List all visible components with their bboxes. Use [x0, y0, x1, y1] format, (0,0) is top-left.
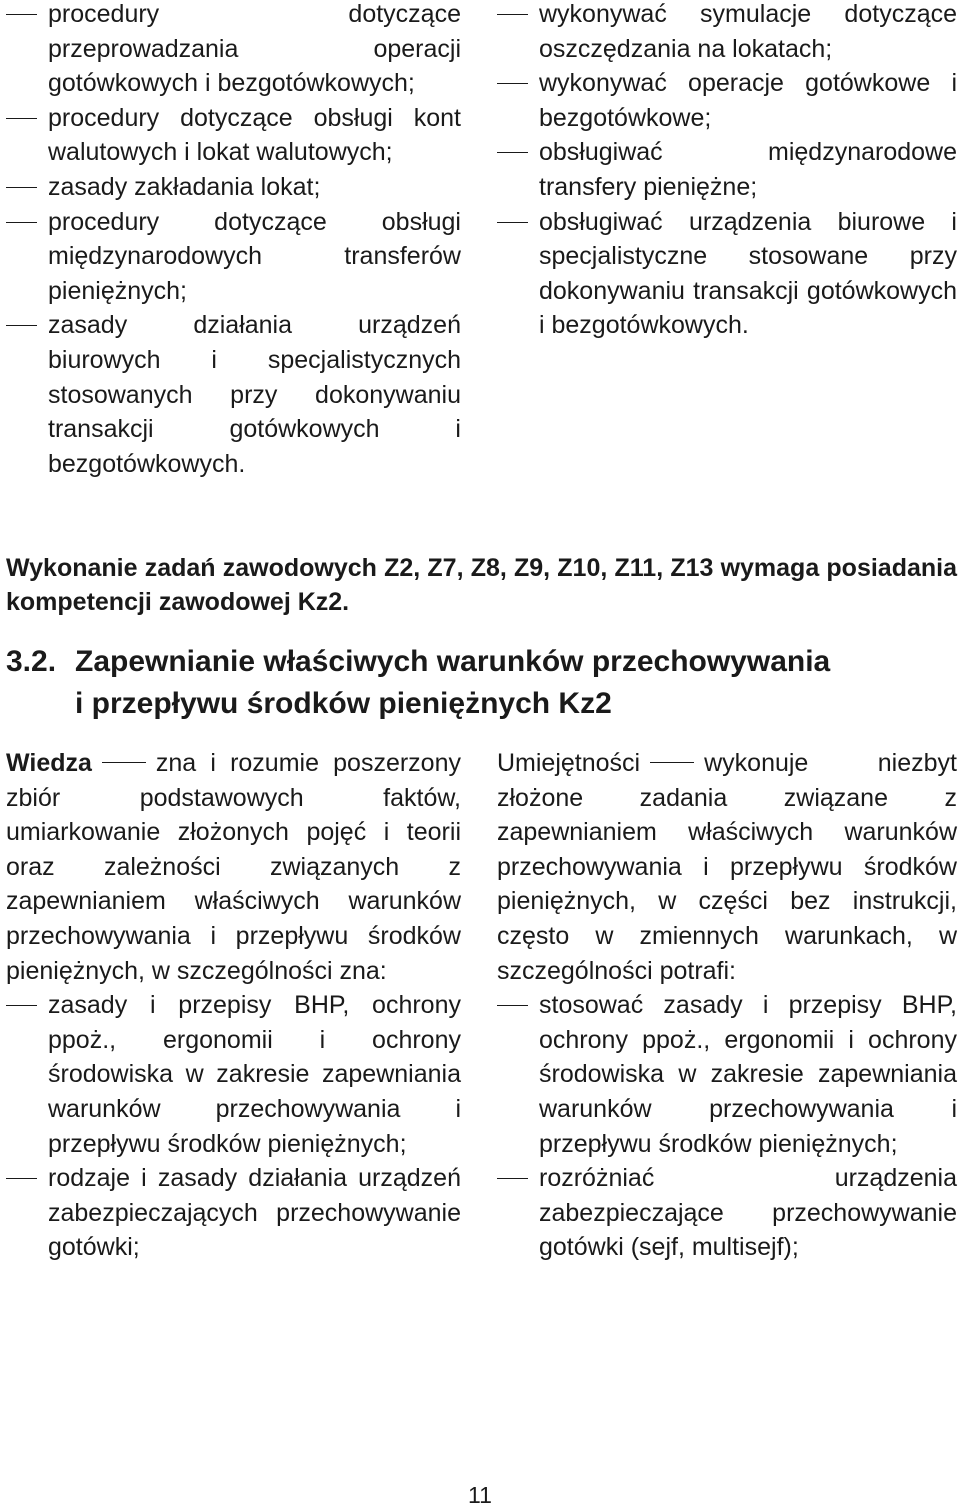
skills-intro — [497, 746, 957, 988]
dash-bullet — [6, 1005, 37, 1006]
dash-bullet — [497, 1005, 528, 1006]
knowledge-intro — [6, 746, 461, 988]
skills-column — [497, 746, 957, 1265]
dash-bullet — [6, 118, 37, 119]
list-item: stosować zasady i przepisy BHP, ochrony ppoż., ergonomii i ochrony środowiska w zakresie zapewniania warunków przechowywania i przepływu środków pieniężnych; — [497, 988, 957, 1161]
dash-bullet — [497, 152, 528, 153]
list-item: zasady i przepisy BHP, ochrony ppoż., ergonomii i ochrony środowiska w zakresie zapewniania warunków przechowywania i przepływu środków pieniężnych; — [6, 988, 461, 1161]
list-item: zasady zakładania lokat; — [6, 170, 461, 205]
dash-bullet — [6, 1178, 37, 1179]
skills-intro-text: wykonuje niezbyt złożone zadania związane z zapewnianiem właściwych warunków przechowywania i przepływu środków pieniężnych, w części bez instrukcji, często w zmiennych warunkach, w szczególności potrafi: — [497, 749, 957, 985]
dash-bullet — [497, 1178, 528, 1179]
list-item: wykonywać symulacje dotyczące oszczędzania na lokatach; — [497, 0, 957, 66]
knowledge-list-continued — [6, 0, 461, 481]
heading-line-1 — [6, 641, 957, 683]
section-title-line-2: i przepływu środków pieniężnych Kz2 — [75, 687, 612, 720]
section-number: 3.2. — [6, 645, 57, 678]
skills-label: Umiejętności — [497, 749, 641, 777]
section-heading — [6, 641, 957, 725]
skills-list-continued — [497, 0, 957, 343]
dash-bullet — [497, 222, 528, 223]
list-item: procedury dotyczące obsługi międzynarodowych transferów pieniężnych; — [6, 205, 461, 309]
list-item: obsługiwać międzynarodowe transfery pieniężne; — [497, 135, 957, 204]
dash-bullet — [497, 83, 528, 84]
list-item: obsługiwać urządzenia biurowe i specjalistyczne stosowane przy dokonywaniu transakcji gotówkowych i bezgotówkowych. — [497, 205, 957, 343]
list-item: rozróżniać urządzenia zabezpieczające przechowywanie gotówki (sejf, multisejf); — [497, 1161, 957, 1265]
knowledge-intro-text: zna i rozumie poszerzony zbiór podstawowych faktów, umiarkowanie złożonych pojęć i teorii oraz zależności związanych z zapewnianiem właściwych warunków przechowywania i przepływu środków pieniężnych, w szczególności zna: — [6, 749, 461, 985]
inline-dash — [102, 762, 146, 763]
inline-dash — [650, 762, 694, 763]
page-number: 11 — [468, 1482, 492, 1508]
list-item: wykonywać operacje gotówkowe i bezgotówkowe; — [497, 66, 957, 135]
dash-bullet — [6, 14, 37, 15]
dash-bullet — [6, 325, 37, 326]
list-item: rodzaje i zasady działania urządzeń zabezpieczających przechowywanie gotówki; — [6, 1161, 461, 1265]
knowledge-label: Wiedza — [6, 749, 92, 777]
list-item: procedury dotyczące przeprowadzania operacji gotówkowych i bezgotówkowych; — [6, 0, 461, 101]
top-right-column — [497, 0, 957, 343]
list-item: procedury dotyczące obsługi kont walutowych i lokat walutowych; — [6, 101, 461, 170]
dash-bullet — [497, 14, 528, 15]
dash-bullet — [6, 187, 37, 188]
top-left-column — [6, 0, 461, 481]
list-item: zasady działania urządzeń biurowych i specjalistycznych stosowanych przy dokonywaniu transakcji gotówkowych i bezgotówkowych. — [6, 308, 461, 481]
skills-list — [497, 988, 957, 1265]
knowledge-list — [6, 988, 461, 1265]
dash-bullet — [6, 222, 37, 223]
knowledge-column — [6, 746, 461, 1265]
competency-note: Wykonanie zadań zawodowych Z2, Z7, Z8, Z9, Z10, Z11, Z13 wymaga posiadania kompetencji zawodowej Kz2. — [6, 554, 957, 616]
section-title-line-1: Zapewnianie właściwych warunków przechowywania — [75, 645, 831, 678]
